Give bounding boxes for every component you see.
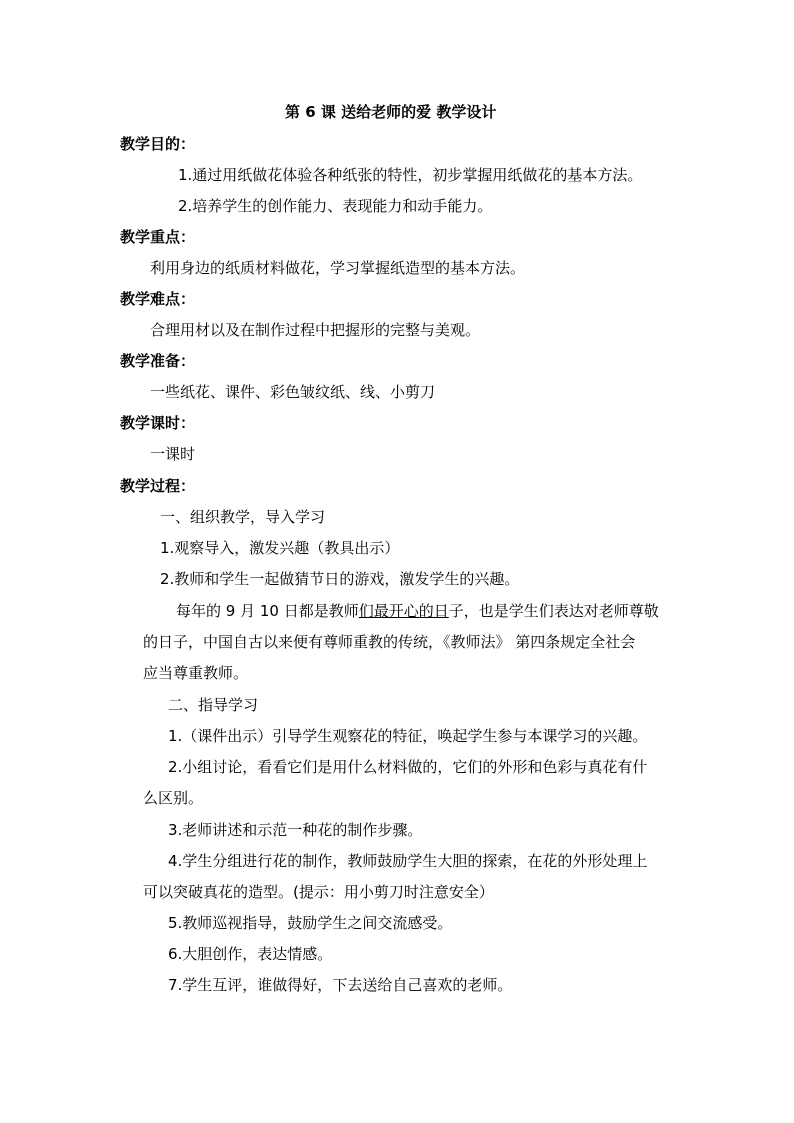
difficulties-text: 合理用材以及在制作过程中把握形的完整与美观。 — [150, 321, 481, 339]
preparation-text: 一些纸花、课件、彩色皱纹纸、线、小剪刀 — [150, 383, 436, 401]
goals-item-1: 1.通过用纸做花体验各种纸张的特性，初步掌握用纸做花的基本方法。 — [178, 166, 643, 184]
part2-item-3: 3.老师讲述和示范一种花的制作步骤。 — [168, 821, 423, 839]
hours-heading: 教学课时： — [120, 414, 196, 432]
part1-item-2: 2.教师和学生一起做猜节日的游戏，激发学生的兴趣。 — [160, 570, 520, 588]
goals-item-2: 2.培养学生的创作能力、表现能力和动手能力。 — [178, 197, 493, 215]
key-points-text: 利用身边的纸质材料做花，学习掌握纸造型的基本方法。 — [150, 259, 526, 277]
paragraph-line-2: 的日子，中国自古以来便有尊师重教的传统，《教师法》 第四条规定全社会 — [143, 633, 636, 651]
paragraph-text-b: 子，也是学生们表达对老师尊敬 — [448, 602, 659, 620]
difficulties-heading: 教学难点： — [120, 290, 196, 308]
part2-item-4-line-1: 4.学生分组进行花的制作，教师鼓励学生大胆的探索，在花的外形处理上 — [168, 852, 648, 870]
part2-item-1: 1.（课件出示）引导学生观察花的特征，唤起学生参与本课学习的兴趣。 — [168, 727, 648, 745]
part2-item-2-line-2: 么区别。 — [143, 789, 204, 807]
part2-item-7: 7.学生互评，谁做得好，下去送给自己喜欢的老师。 — [168, 976, 513, 994]
part1-title: 一、组织教学，导入学习 — [160, 508, 326, 526]
part2-item-2-line-1: 2.小组讨论，看看它们是用什么材料做的，它们的外形和色彩与真花有什 — [168, 758, 648, 776]
hours-text: 一课时 — [150, 445, 196, 463]
part2-item-6: 6.大胆创作，表达情感。 — [168, 945, 333, 963]
page-title: 第 6 课 送给老师的爱 教学设计 — [285, 103, 497, 121]
preparation-heading: 教学准备： — [120, 352, 196, 370]
goals-heading: 教学目的： — [120, 135, 196, 153]
process-heading: 教学过程： — [120, 477, 196, 495]
paragraph-underlined-text: 们最开心的日 — [358, 602, 449, 620]
key-points-heading: 教学重点： — [120, 228, 196, 246]
paragraph-line-1 — [176, 601, 659, 621]
part2-item-5: 5.教师巡视指导，鼓励学生之间交流感受。 — [168, 914, 453, 932]
paragraph-line-3: 应当尊重教师。 — [143, 664, 249, 682]
part1-item-1: 1.观察导入，激发兴趣（教具出示） — [160, 539, 400, 557]
part2-item-4-line-2: 可以突破真花的造型。(提示：用小剪刀时注意安全） — [143, 883, 494, 901]
part2-title: 二、指导学习 — [168, 696, 259, 714]
paragraph-text-a: 每年的 9 月 10 日都是教师 — [176, 602, 359, 620]
